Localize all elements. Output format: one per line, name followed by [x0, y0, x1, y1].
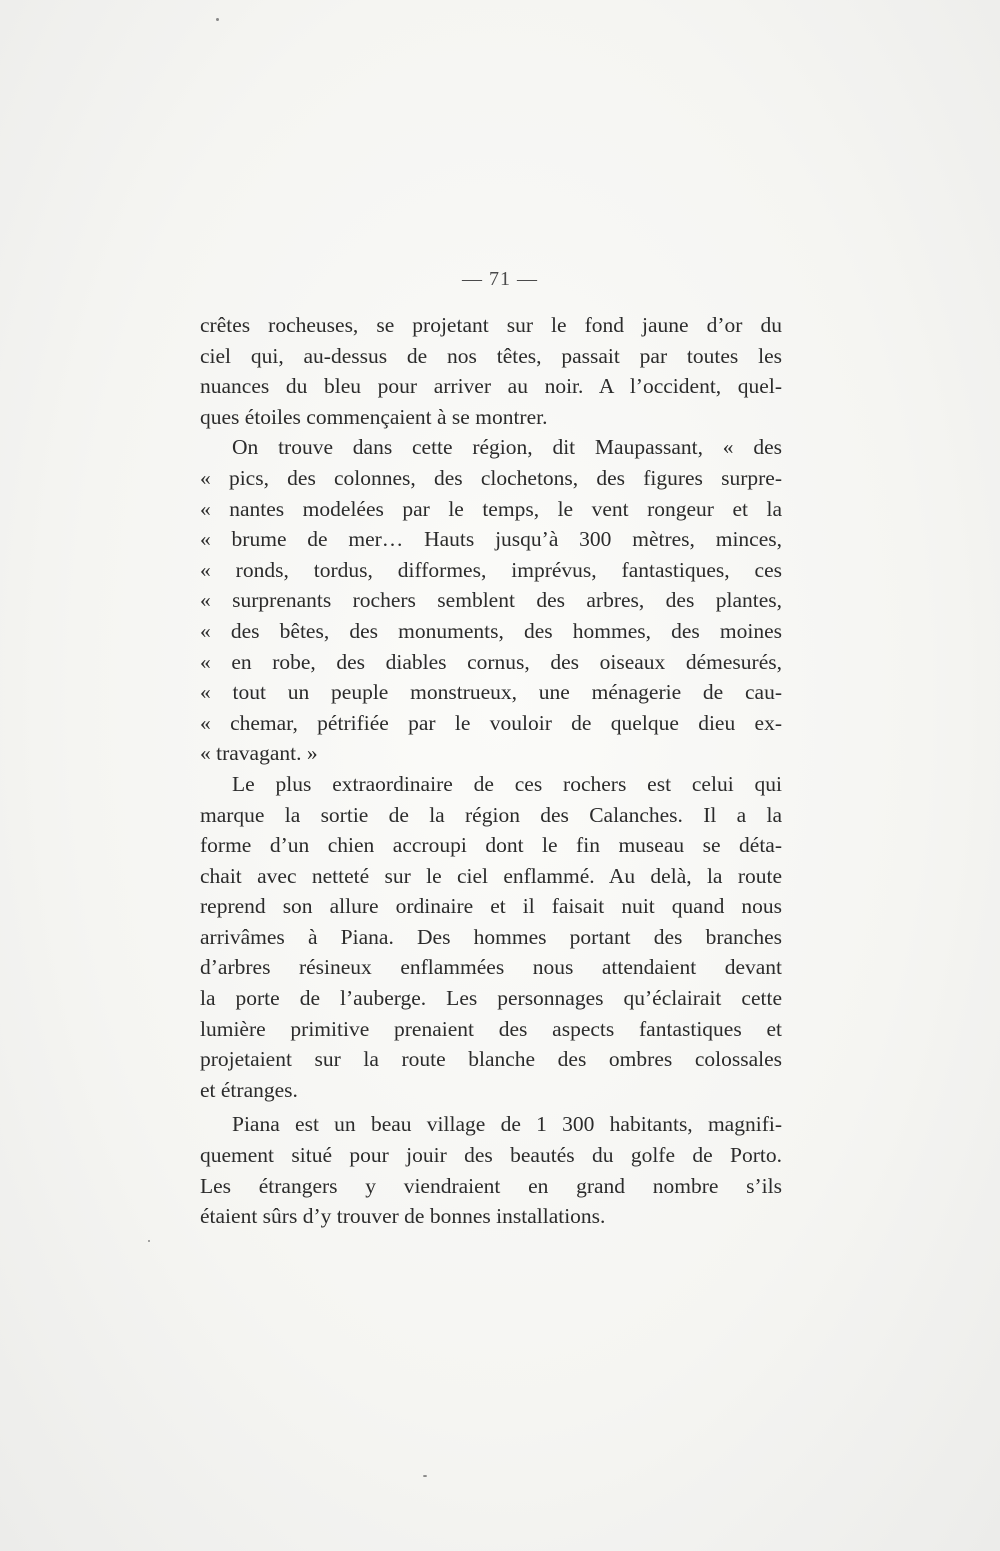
page-number: — 71 — — [462, 268, 538, 290]
text-line: marque la sortie de la région des Calanches. Il a la — [200, 802, 782, 827]
text-line: ciel qui, au-dessus de nos têtes, passait par toutes les — [200, 343, 782, 368]
text-line: étaient sûrs d’y trouver de bonnes installations. — [200, 1204, 606, 1229]
text-line: « brume de mer… Hauts jusqu’à 300 mètres, minces, — [200, 527, 782, 552]
body-text — [200, 310, 782, 1232]
paragraph — [200, 432, 782, 769]
scan-speck — [148, 1240, 150, 1242]
text-line: d’arbres résineux enflammées nous attendaient devant — [200, 955, 782, 980]
text-line: On trouve dans cette région, dit Maupassant, « des — [232, 435, 782, 460]
text-line: chait avec netteté sur le ciel enflammé. Au delà, la route — [200, 863, 782, 888]
text-line: « des bêtes, des monuments, des hommes, des moines — [200, 618, 782, 643]
text-line: « surprenants rochers semblent des arbres, des plantes, — [200, 588, 782, 613]
text-line: « chemar, pétrifiée par le vouloir de quelque dieu ex- — [200, 710, 782, 735]
text-line: Les étrangers y viendraient en grand nombre s’ils — [200, 1173, 782, 1198]
text-line: « pics, des colonnes, des clochetons, des figures surpre- — [200, 465, 782, 490]
text-line: « tout un peuple monstrueux, une ménagerie de cau- — [200, 680, 782, 705]
scan-speck — [216, 18, 219, 21]
scan-speck — [423, 1475, 427, 1477]
text-line: « travagant. » — [200, 741, 318, 766]
text-line: ques étoiles commençaient à se montrer. — [200, 404, 548, 429]
text-line: reprend son allure ordinaire et il faisait nuit quand nous — [200, 894, 782, 919]
text-line: crêtes rocheuses, se projetant sur le fond jaune d’or du — [200, 313, 782, 337]
text-line: « nantes modelées par le temps, le vent rongeur et la — [200, 496, 782, 521]
text-line: Le plus extraordinaire de ces rochers est celui qui — [232, 771, 782, 796]
text-line: Piana est un beau village de 1 300 habitants, magnifi- — [232, 1112, 782, 1137]
paragraph — [200, 769, 782, 1106]
text-line: et étranges. — [200, 1077, 298, 1102]
text-line: « ronds, tordus, difformes, imprévus, fantastiques, ces — [200, 557, 782, 582]
text-line: projetaient sur la route blanche des ombres colossales — [200, 1047, 782, 1072]
text-line: la porte de l’auberge. Les personnages qu’éclairait cette — [200, 986, 782, 1011]
text-line: quement situé pour jouir des beautés du golfe de Porto. — [200, 1143, 782, 1168]
paragraph — [200, 310, 782, 432]
text-line: forme d’un chien accroupi dont le fin museau se déta- — [200, 833, 782, 858]
paragraph — [200, 1109, 782, 1231]
text-line: « en robe, des diables cornus, des oiseaux démesurés, — [200, 649, 782, 674]
text-line: nuances du bleu pour arriver au noir. A l’occident, quel- — [200, 374, 782, 399]
text-line: arrivâmes à Piana. Des hommes portant des branches — [200, 924, 782, 949]
text-line: lumière primitive prenaient des aspects fantastiques et — [200, 1016, 782, 1041]
